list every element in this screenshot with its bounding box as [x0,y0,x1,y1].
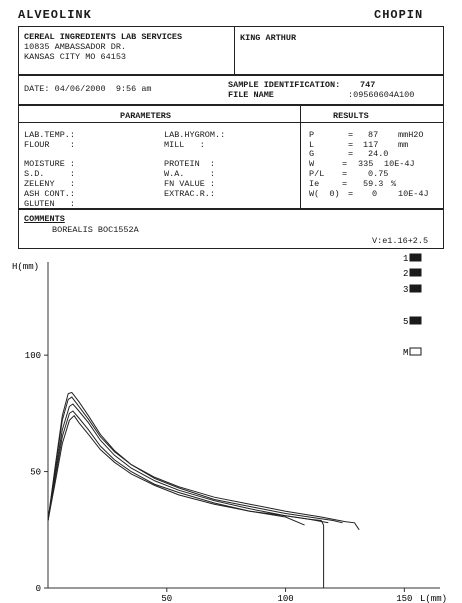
result-unit: mmH2O [398,130,424,140]
x-tick-label: 100 [277,594,294,603]
parameters-title: PARAMETERS [120,111,172,121]
param-fn-value: FN VALUE : [164,179,216,189]
lab-address-1: 10835 AMBASSADOR DR. [24,42,127,52]
result-value: 0.75 [368,169,389,179]
brand-left: ALVEOLINK [18,8,92,22]
x-tick-label: 150 [396,594,413,603]
param-wa: W.A. : [164,169,216,179]
legend-swatch [410,254,421,261]
comments-title: COMMENTS [24,214,65,224]
param-zeleny: ZELENY : [24,179,76,189]
alveogram-curve [48,397,359,530]
results-title: RESULTS [333,111,369,121]
date-line: DATE: 04/06/2000 9:56 am [24,84,152,94]
x-tick-label: 50 [161,594,173,603]
param-moisture: MOISTURE : [24,159,76,169]
result-unit: 10E-4J [398,189,429,199]
legend-label: 3 [403,285,409,295]
result-eq: = [348,140,354,150]
result-value: 87 [368,130,379,140]
y-tick-label: 100 [24,351,41,362]
lab-address-2: KANSAS CITY MO 64153 [24,52,127,62]
legend-label: 5 [403,317,409,327]
param-protein: PROTEIN : [164,159,216,169]
brand-right: CHOPIN [374,8,424,22]
result-key: G [309,149,315,159]
param-flour: FLOUR : [24,140,76,150]
sample-id-value: 747 [360,80,376,90]
legend-label: 1 [403,254,409,264]
result-eq: = [342,159,348,169]
param-lab-hygrom: LAB.HYGROM.: [164,130,226,140]
result-eq: = [348,149,354,159]
alveogram-curve [48,411,305,525]
result-key: L [309,140,315,150]
result-key: W [309,159,315,169]
x-axis-label: L(mm) [420,594,448,603]
param-extrac: EXTRAC.R.: [164,189,216,199]
result-unit: mm [398,140,409,150]
param-lab-temp: LAB.TEMP.: [24,130,76,140]
comments-text: BOREALIS BOC1552A [52,225,139,235]
result-eq: = [342,169,348,179]
alveogram-curve [48,392,343,522]
client-name: KING ARTHUR [240,33,297,43]
result-value: 335 [358,159,374,169]
param-gluten: GLUTEN : [24,199,76,209]
file-name-label: FILE NAME [228,90,274,100]
result-value: 24.0 [368,149,389,159]
param-mill: MILL : [164,140,205,150]
legend-swatch [410,348,421,355]
result-key: P/L [309,169,325,179]
legend-swatch [410,317,421,324]
param-sd: S.D. : [24,169,76,179]
legend-swatch [410,285,421,292]
alveogram-curve [48,416,324,588]
legend-swatch [410,269,421,276]
file-name-value: :09560604A100 [348,90,415,100]
result-eq: = [348,130,354,140]
result-value: 117 [363,140,379,150]
lab-name: CEREAL INGREDIENTS LAB SERVICES [24,32,183,42]
result-key: P [309,130,315,140]
sample-id-label: SAMPLE IDENTIFICATION: [228,80,341,90]
param-ash: ASH CONT.: [24,189,76,199]
version-label: V:e1.16+2.5 [372,236,429,246]
result-key: Ie [309,179,320,189]
y-tick-label: 50 [30,467,41,478]
result-unit: % [391,179,397,189]
result-value: 0 [372,189,378,199]
result-key: W( 0) [309,189,340,199]
y-tick-label: 0 [35,584,41,594]
result-eq: = [348,189,354,199]
result-unit: 10E-4J [384,159,415,169]
result-value: 59.3 [363,179,384,189]
legend-label: M [403,348,409,358]
result-eq: = [342,179,348,189]
legend-label: 2 [403,269,409,279]
y-axis-label: H(mm) [12,262,40,272]
